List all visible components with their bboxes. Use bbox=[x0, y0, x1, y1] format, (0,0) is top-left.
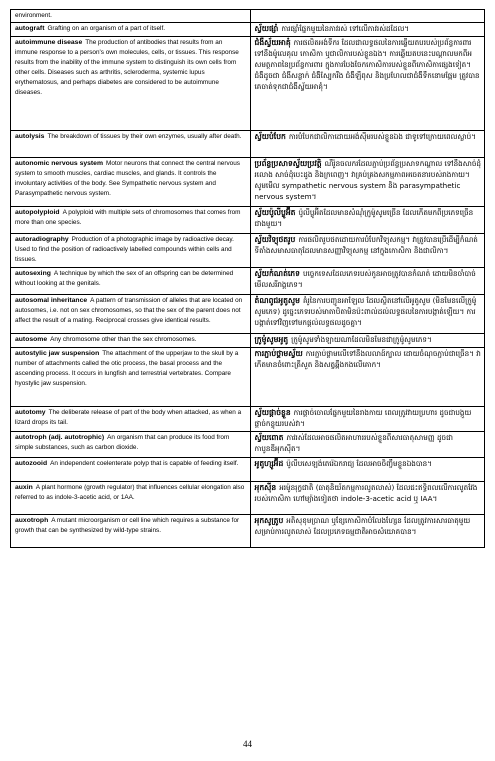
english-entry-cell bbox=[11, 458, 251, 482]
glossary-row bbox=[11, 23, 485, 37]
english-definition: A mutant microorganism or cell line which requires a substance for growth that can be synthesized by wild-type strains. bbox=[15, 517, 240, 534]
khmer-term: អូតូហ្សូអ៊ីដ bbox=[254, 459, 284, 468]
khmer-entry-cell bbox=[250, 10, 484, 23]
glossary-row bbox=[11, 234, 485, 268]
khmer-entry-cell bbox=[250, 158, 484, 207]
english-entry-cell bbox=[11, 37, 251, 131]
khmer-term: ស្វ័យកំណត់ភេទ bbox=[254, 269, 300, 278]
english-term: autosexing bbox=[15, 270, 51, 277]
khmer-entry-cell bbox=[250, 348, 484, 407]
glossary-page bbox=[10, 9, 485, 548]
khmer-term: ស្វ័យប៉ូលីប្លូអ៊ីត bbox=[254, 208, 296, 217]
glossary-rows bbox=[11, 10, 485, 548]
khmer-definition: គំរូនៃការបញ្ជូនអាឡែល ដែលស្ថិតនៅលើអូតូសូម (មិនមែនលើក្រូម៉ូសូមភេទ) ដូច្នេះភេទរបស់មាតាបិតាមិនប៉ះពាល់ដល់លទ្ធផលនៃការបង្កាត់ឡើយ។ ការបង្កាត់ទៅវិញទៅមកផ្ដល់លទ្ធផលដូចគ្នា។ bbox=[254, 296, 477, 327]
english-entry-cell bbox=[11, 295, 251, 334]
khmer-entry-cell bbox=[250, 268, 484, 295]
english-definition: A plant hormone (growth regulator) that influences cellular elongation also referred to as indole-3-acetic acid, or 1AA. bbox=[15, 484, 245, 501]
khmer-term: អុកសូត្រូប bbox=[254, 516, 284, 525]
khmer-entry-cell bbox=[250, 515, 484, 548]
khmer-definition: ប៉ូលីបសេឡង់តេរ៉េឯករាជ្យ ដែលអាចចិញ្ចឹមខ្លួនឯងបាន។ bbox=[286, 459, 432, 468]
english-definition: An organism that can produce its food from simple substances, such as carbon dioxide. bbox=[15, 434, 230, 451]
english-entry-cell bbox=[11, 432, 251, 458]
khmer-definition: អតិសុខុមប្រាណ ឬខ្សែកោសិកាបំលែងហ្សែន ដែលត្រូវការសារធាតុមួយសម្រាប់ការលូតលាស់ ដែលប្រភេទធម្មជាតិអាចសំយោគបាន។ bbox=[254, 516, 471, 536]
english-term: autoimmune disease bbox=[15, 39, 83, 46]
glossary-row bbox=[11, 407, 485, 432]
glossary-row bbox=[11, 295, 485, 334]
khmer-definition: ណឺរ៉ូនចលករដែលភ្ជាប់ប្រព័ន្ធប្រសាទកណ្ដាល ទៅនឹងសាច់ដុំរលោង សាច់ដុំបេះដូង និងក្រពេញ។ វាគ្រប់គ្រងសកម្មភាពអចេតនារបស់រាងកាយ។ សូមមើល sympathetic nervous system និង parasympathetic nervous system។ bbox=[254, 159, 481, 201]
english-term: autolysis bbox=[15, 133, 45, 140]
khmer-entry-cell bbox=[250, 295, 484, 334]
glossary-row bbox=[11, 458, 485, 482]
khmer-definition: បច្ចេកទេសដែលភេទរបស់កូនអាចត្រូវបានកំណត់ ដោយមិនចាំបាច់មើលសរីរាង្គភេទ។ bbox=[254, 269, 476, 289]
english-term: autotroph (adj. autotrophic) bbox=[15, 434, 105, 441]
khmer-entry-cell bbox=[250, 207, 484, 234]
english-definition: An independent coelenterate polyp that is capable of feeding itself. bbox=[50, 460, 239, 467]
glossary-row bbox=[11, 515, 485, 548]
khmer-entry-cell bbox=[250, 407, 484, 432]
english-definition: The breakdown of tissues by their own enzymes, usually after death. bbox=[47, 133, 242, 140]
english-entry-cell bbox=[11, 234, 251, 268]
glossary-row bbox=[11, 207, 485, 234]
english-definition: environment. bbox=[15, 12, 52, 19]
english-entry-cell bbox=[11, 131, 251, 158]
khmer-entry-cell bbox=[250, 23, 484, 37]
khmer-definition: ការផលិតអង់ទីករ ដែលជាលទ្ធផលនៃការឆ្លើយតបរបស់ប្រព័ន្ធការពារ ទៅនឹងម៉ូលេគុល កោសិកា ឬជាលិការបស់ខ្លួនឯង។ ការឆ្លើយតបនេះបណ្ដាលមកពីអសមត្ថភាពនៃប្រព័ន្ធការពារ ក្នុងការបែងចែកកោសិការបស់ខ្លួនពីកោសិកាផ្សេងទៀត។ ជំងឺដូចជា ជំងឺសន្លាក់ ជំងឺស្បែករឹង ជំងឺឡឺពុស និងប្រហែលជាជំងឺទឹកនោមផ្អែម ត្រូវបានគេចាត់ទុកជាជំងឺស្វ័យអាគុំ។ bbox=[254, 38, 480, 91]
khmer-definition: អរម៉ូនរុក្ខជាតិ (ធាតុនិយ័តកម្មការលូតលាស់) ដែលជះឥទ្ធិពលលើការលូតវែងរបស់កោសិកា ហៅម្យ៉ាងទៀតថា indole-3-acetic acid ឬ IAA។ bbox=[254, 483, 478, 503]
khmer-term: អុកស៊ីន bbox=[254, 483, 277, 492]
english-entry-cell bbox=[11, 158, 251, 207]
english-term: autosome bbox=[15, 336, 48, 343]
glossary-table bbox=[10, 9, 485, 548]
khmer-entry-cell bbox=[250, 482, 484, 515]
english-definition: The deliberate release of part of the body when attacked, as when a lizard drops its tail. bbox=[15, 409, 242, 426]
khmer-term: ស្វ័យវិទ្យុថតរូប bbox=[254, 235, 296, 244]
english-entry-cell bbox=[11, 268, 251, 295]
english-term: autonomic nervous system bbox=[15, 160, 104, 167]
page-number: 44 bbox=[243, 739, 252, 749]
khmer-entry-cell bbox=[250, 37, 484, 131]
english-term: autotomy bbox=[15, 409, 46, 416]
khmer-definition: ការបំបែកជាលិកាដោយអង់ស៊ីមរបស់ខ្លួនឯង ជាទូទៅក្រោយពេលស្លាប់។ bbox=[288, 132, 476, 141]
khmer-entry-cell bbox=[250, 334, 484, 348]
khmer-term: ស្វ័យផ្ដាច់ខ្លួន bbox=[254, 408, 291, 417]
glossary-row bbox=[11, 482, 485, 515]
english-entry-cell bbox=[11, 515, 251, 548]
khmer-entry-cell bbox=[250, 432, 484, 458]
english-definition: Any chromosome other than the sex chromosomes. bbox=[50, 336, 197, 343]
glossary-row bbox=[11, 348, 485, 407]
glossary-row bbox=[11, 131, 485, 158]
glossary-row bbox=[11, 158, 485, 207]
khmer-term: តំណពូជអូតូសូម bbox=[254, 296, 300, 305]
khmer-definition: ក្រូម៉ូសូមទាំងឡាយណាដែលមិនមែនជាក្រូម៉ូសូមភេទ។ bbox=[291, 335, 432, 344]
english-definition: Grafting on an organism of a part of itself. bbox=[47, 25, 166, 32]
english-entry-cell bbox=[11, 334, 251, 348]
english-definition: The attachment of the upperjaw to the skull by a number of attachments called the otic process, the basal process and the ascending process. It occurs in lungfish and terrestrial vertebrates. Compare hyostylic jaw suspension. bbox=[15, 350, 239, 387]
english-entry-cell bbox=[11, 482, 251, 515]
khmer-entry-cell bbox=[250, 234, 484, 268]
english-entry-cell bbox=[11, 407, 251, 432]
english-term: auxotroph bbox=[15, 517, 49, 524]
khmer-definition: ប៉ូលីប្លូអ៊ីតដែលមានសំណុំក្រូម៉ូសូមច្រើន ដែលកើតមកពីប្រភេទច្រើនជាងមួយ។ bbox=[254, 208, 474, 228]
khmer-term: ស្វ័យពោត bbox=[254, 433, 284, 442]
english-entry-cell bbox=[11, 348, 251, 407]
english-term: autopolyploid bbox=[15, 209, 60, 216]
glossary-row bbox=[11, 37, 485, 131]
english-term: autograft bbox=[15, 25, 45, 32]
khmer-definition: ការផ្ដាច់ចោលផ្នែកមួយនៃរាងកាយ ពេលត្រូវវាយប្រហារ ដូចជាបង្កួយផ្ដាច់កន្ទុយរបស់វា។ bbox=[254, 408, 472, 428]
glossary-row bbox=[11, 268, 485, 295]
khmer-term: ស្វ័យផ្សាំ bbox=[254, 24, 279, 33]
khmer-entry-cell bbox=[250, 131, 484, 158]
english-definition: A polyploid with multiple sets of chromosomes that comes from more than one species. bbox=[15, 209, 241, 226]
english-term: autozooid bbox=[15, 460, 48, 467]
english-term: autosomal inheritance bbox=[15, 297, 88, 304]
khmer-term: ស្វ័យបំបែក bbox=[254, 132, 286, 141]
english-term: autoradiography bbox=[15, 236, 69, 243]
khmer-term: ក្រូម៉ូសូមអូតូ bbox=[254, 335, 289, 344]
english-definition: Motor neurons that connect the central nervous system to smooth muscles, cardiac muscles, and glands. It controls the involuntary activities of the body. See Sympathetic nervous system and Parasympathetic nervous system. bbox=[15, 160, 240, 197]
khmer-term: ការភ្ជាប់ថ្គាមស្វ័យ bbox=[254, 349, 303, 358]
khmer-term: ប្រព័ន្ធប្រសាទស្វ័យប្រវត្តិ bbox=[254, 159, 322, 168]
english-term: auxin bbox=[15, 484, 33, 491]
english-definition: A pattern of transmission of alleles that are located on autosomes, i.e. not on sex chromosomes, so that the sex of the parent does not affect the result of a mating. Reciprocal crosses give identical results. bbox=[15, 297, 243, 324]
khmer-entry-cell bbox=[250, 458, 484, 482]
glossary-row bbox=[11, 10, 485, 23]
english-definition: The production of antibodies that results from an immune response to a person's own molecules, cells, or tissues. This response results from the inability of the immune system to distinguish its own cells from other cells. Diseases such as arthritis, scleroderma, systemic lupus erythematosus, and perhaps diabetes are considered to be autoimmune diseases. bbox=[15, 39, 239, 96]
english-entry-cell bbox=[11, 207, 251, 234]
english-term: autostylic jaw suspension bbox=[15, 350, 100, 357]
glossary-row bbox=[11, 432, 485, 458]
english-entry-cell bbox=[11, 23, 251, 37]
english-entry-cell bbox=[11, 10, 251, 23]
khmer-definition: ការភ្ជាប់ថ្គាមលើទៅនឹងលលាដ៍ក្បាល ដោយចំណុចភ្ជាប់ជាច្រើន។ វាកើតមានចំពោះត្រីសួត និងសត្វឆ្អឹងកងលើគោក។ bbox=[254, 349, 481, 369]
english-definition: A technique by which the sex of an offspring can be determined without looking at the genitals. bbox=[15, 270, 234, 287]
glossary-row bbox=[11, 334, 485, 348]
khmer-definition: ការផ្សាំផ្នែកមួយនៃភាវរស់ ទៅលើភាវរស់ដដែល។ bbox=[281, 24, 410, 33]
khmer-term: ជំងឺស្វ័យអាគុំ bbox=[254, 38, 291, 47]
english-definition: Production of a photographic image by radioactive decay. Used to find the position of radioactively labelled compounds within cells and tissues. bbox=[15, 236, 234, 263]
khmer-definition: ភាវរស់ដែលអាចផលិតអាហាររបស់ខ្លួនពីសារធាតុសាមញ្ញ ដូចជាកាបូនឌីអុកស៊ីត។ bbox=[254, 433, 453, 453]
khmer-definition: ការផលិតរូបថតដោយការបំបែកវិទ្យុសកម្ម។ វាត្រូវបានប្រើដើម្បីកំណត់ទីតាំងសមាសធាតុដែលមានសញ្ញាវិទ្យុសកម្ម នៅក្នុងកោសិកា និងជាលិកា។ bbox=[254, 235, 478, 255]
